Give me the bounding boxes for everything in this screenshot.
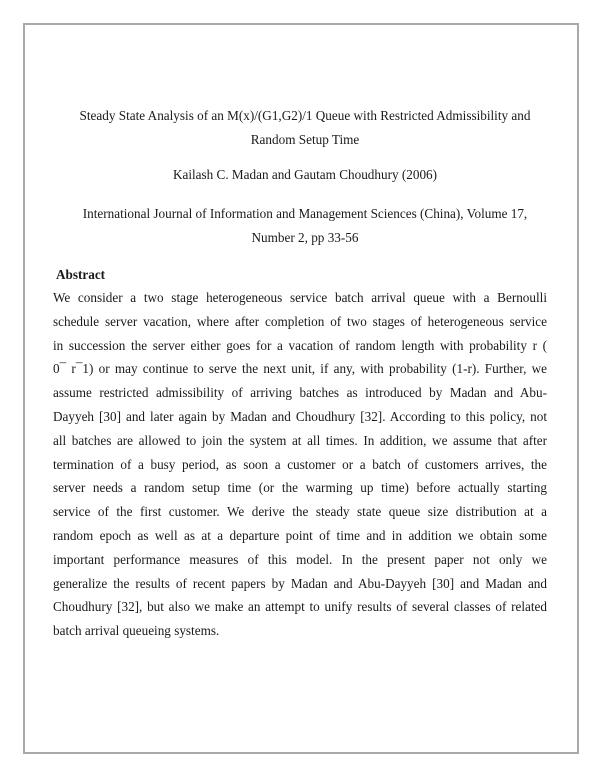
journal-line-1: International Journal of Information and Management Sciences (China), Volume 17,	[82, 206, 528, 221]
abstract-line: 0¯ r¯1) or may continue to serve the next unit, if any, with probability (1-r). Further, we	[53, 361, 547, 377]
abstract-line: Choudhury [32], but also we make an attempt to unify results of several classes of related	[53, 599, 547, 615]
paper-title	[60, 104, 550, 152]
abstract-line: batch arrival queueing systems.	[53, 623, 220, 639]
abstract-line: random epoch as well as at a departure point of time and in addition we obtain some	[53, 527, 547, 543]
abstract-line: generalize the results of recent papers by Madan and Abu-Dayyeh [30] and Madan and	[53, 575, 547, 591]
abstract-body	[53, 286, 547, 643]
journal-citation	[60, 202, 550, 250]
paper-authors: Kailash C. Madan and Gautam Choudhury (2006)	[172, 167, 438, 182]
abstract-line: all batches are allowed to join the system at all times. In addition, we assume that after	[53, 432, 547, 448]
abstract-line: termination of a busy period, as soon a customer or a batch of customers arrives, the	[53, 456, 547, 472]
abstract-line: schedule server vacation, where after completion of two stages of heterogeneous service	[53, 313, 547, 329]
title-line-2: Random Setup Time	[250, 132, 360, 147]
abstract-line: We consider a two stage heterogeneous service batch arrival queue with a Bernoulli	[53, 290, 547, 305]
abstract-line: important performance measures of this model. In the present paper not only we	[53, 551, 547, 567]
abstract-line: assume restricted admissibility of arriving batches as introduced by Madan and Abu-	[53, 385, 547, 401]
journal-line-2: Number 2, pp 33-56	[251, 230, 359, 245]
abstract-heading: Abstract	[56, 267, 106, 282]
abstract-line: server needs a random setup time (or the warming up time) before actually starting	[53, 480, 547, 496]
abstract-line: Dayyeh [30] and later again by Madan and Choudhury [32]. According to this policy, not	[53, 408, 547, 424]
abstract-line: in succession the server either goes for a vacation of random length with probability r (	[53, 337, 547, 353]
abstract-line: service of the first customer. We derive the steady state queue size distribution at a	[53, 504, 547, 520]
title-line-1: Steady State Analysis of an M(x)/(G1,G2)/1 Queue with Restricted Admissibility and	[79, 108, 531, 123]
